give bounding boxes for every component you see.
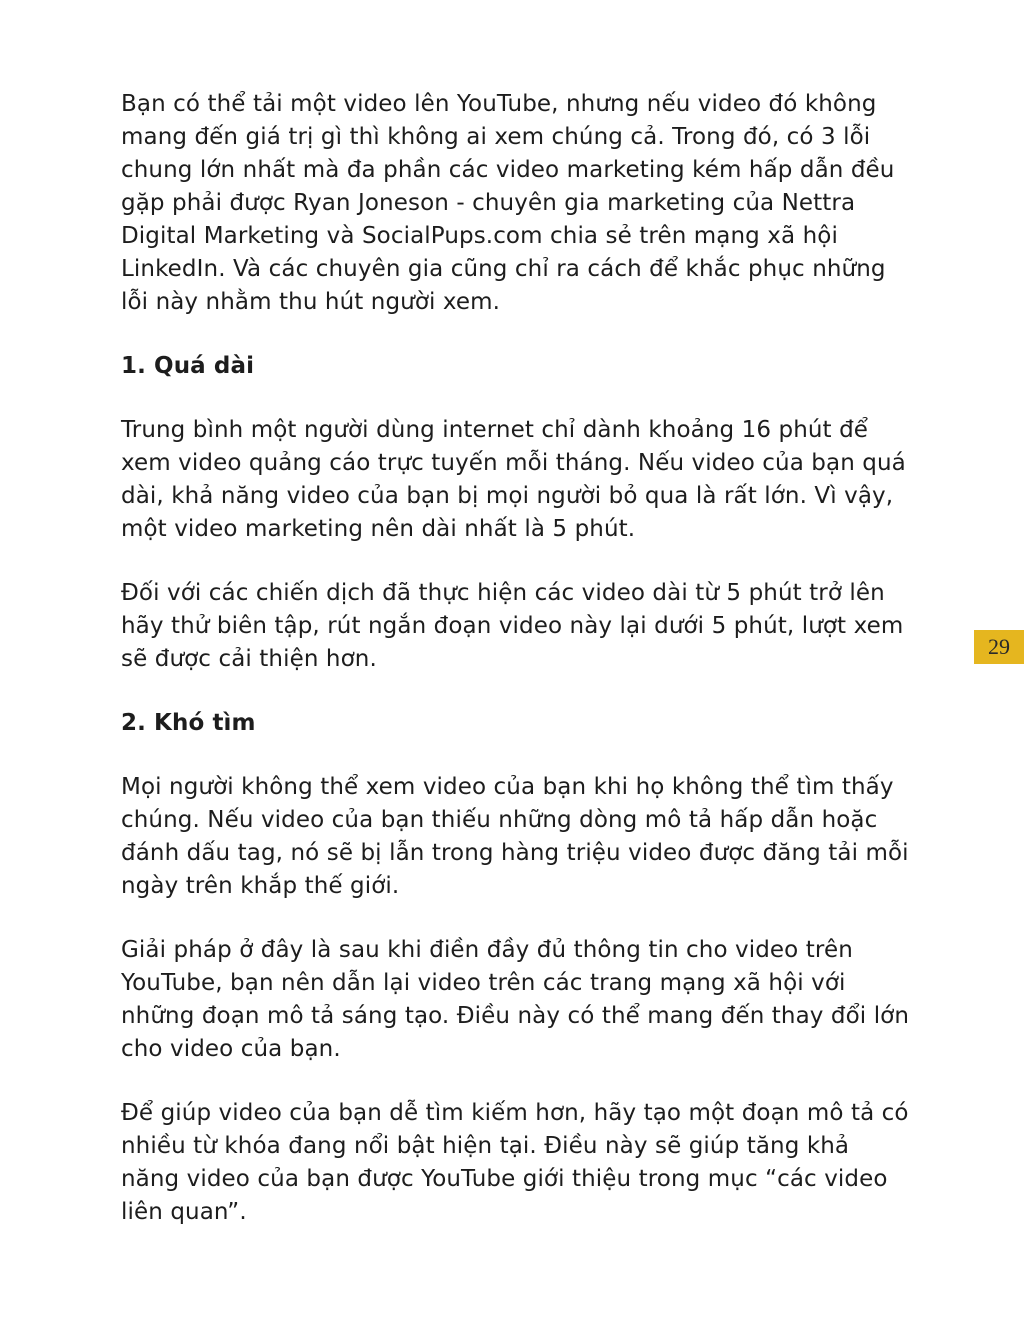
page-number-tab: 29 <box>974 630 1024 664</box>
body-text-column <box>121 88 911 1260</box>
section-heading-hard-to-find: 2. Khó tìm <box>121 710 256 736</box>
intro-paragraph: Bạn có thể tải một video lên YouTube, nhưng nếu video đó không mang đến giá trị gì thì không ai xem chúng cả. Trong đó, có 3 lỗi chung lớn nhất mà đa phần các video marketing kém hấp dẫn đều gặp phải được Ryan Joneson - chuyên gia marketing của Nettra Digital Marketing và SocialPups.com chia sẻ trên mạng xã hội LinkedIn. Và các chuyên gia cũng chỉ ra cách để khắc phục những lỗi này nhằm thu hút người xem. <box>121 91 895 315</box>
section1-paragraph-1: Trung bình một người dùng internet chỉ dành khoảng 16 phút để xem video quảng cáo trực tuyến mỗi tháng. Nếu video của bạn quá dài, khả năng video của bạn bị mọi người bỏ qua là rất lớn. Vì vậy, một video marketing nên dài nhất là 5 phút. <box>121 417 906 542</box>
section-heading-too-long: 1. Quá dài <box>121 353 255 379</box>
section1-paragraph-2: Đối với các chiến dịch đã thực hiện các video dài từ 5 phút trở lên hãy thử biên tập, rút ngắn đoạn video này lại dưới 5 phút, lượt xem sẽ được cải thiện hơn. <box>121 580 904 672</box>
section2-paragraph-3: Để giúp video của bạn dễ tìm kiếm hơn, hãy tạo một đoạn mô tả có nhiều từ khóa đang nổi bật hiện tại. Điều này sẽ giúp tăng khả năng video của bạn được YouTube giới thiệu trong mục “các video liên quan”. <box>121 1100 909 1225</box>
section2-paragraph-2: Giải pháp ở đây là sau khi điền đầy đủ thông tin cho video trên YouTube, bạn nên dẫn lại video trên các trang mạng xã hội với những đoạn mô tả sáng tạo. Điều này có thể mang đến thay đổi lớn cho video của bạn. <box>121 937 910 1062</box>
section2-paragraph-1: Mọi người không thể xem video của bạn khi họ không thể tìm thấy chúng. Nếu video của bạn thiếu những dòng mô tả hấp dẫn hoặc đánh dấu tag, nó sẽ bị lẫn trong hàng triệu video được đăng tải mỗi ngày trên khắp thế giới. <box>121 774 909 899</box>
